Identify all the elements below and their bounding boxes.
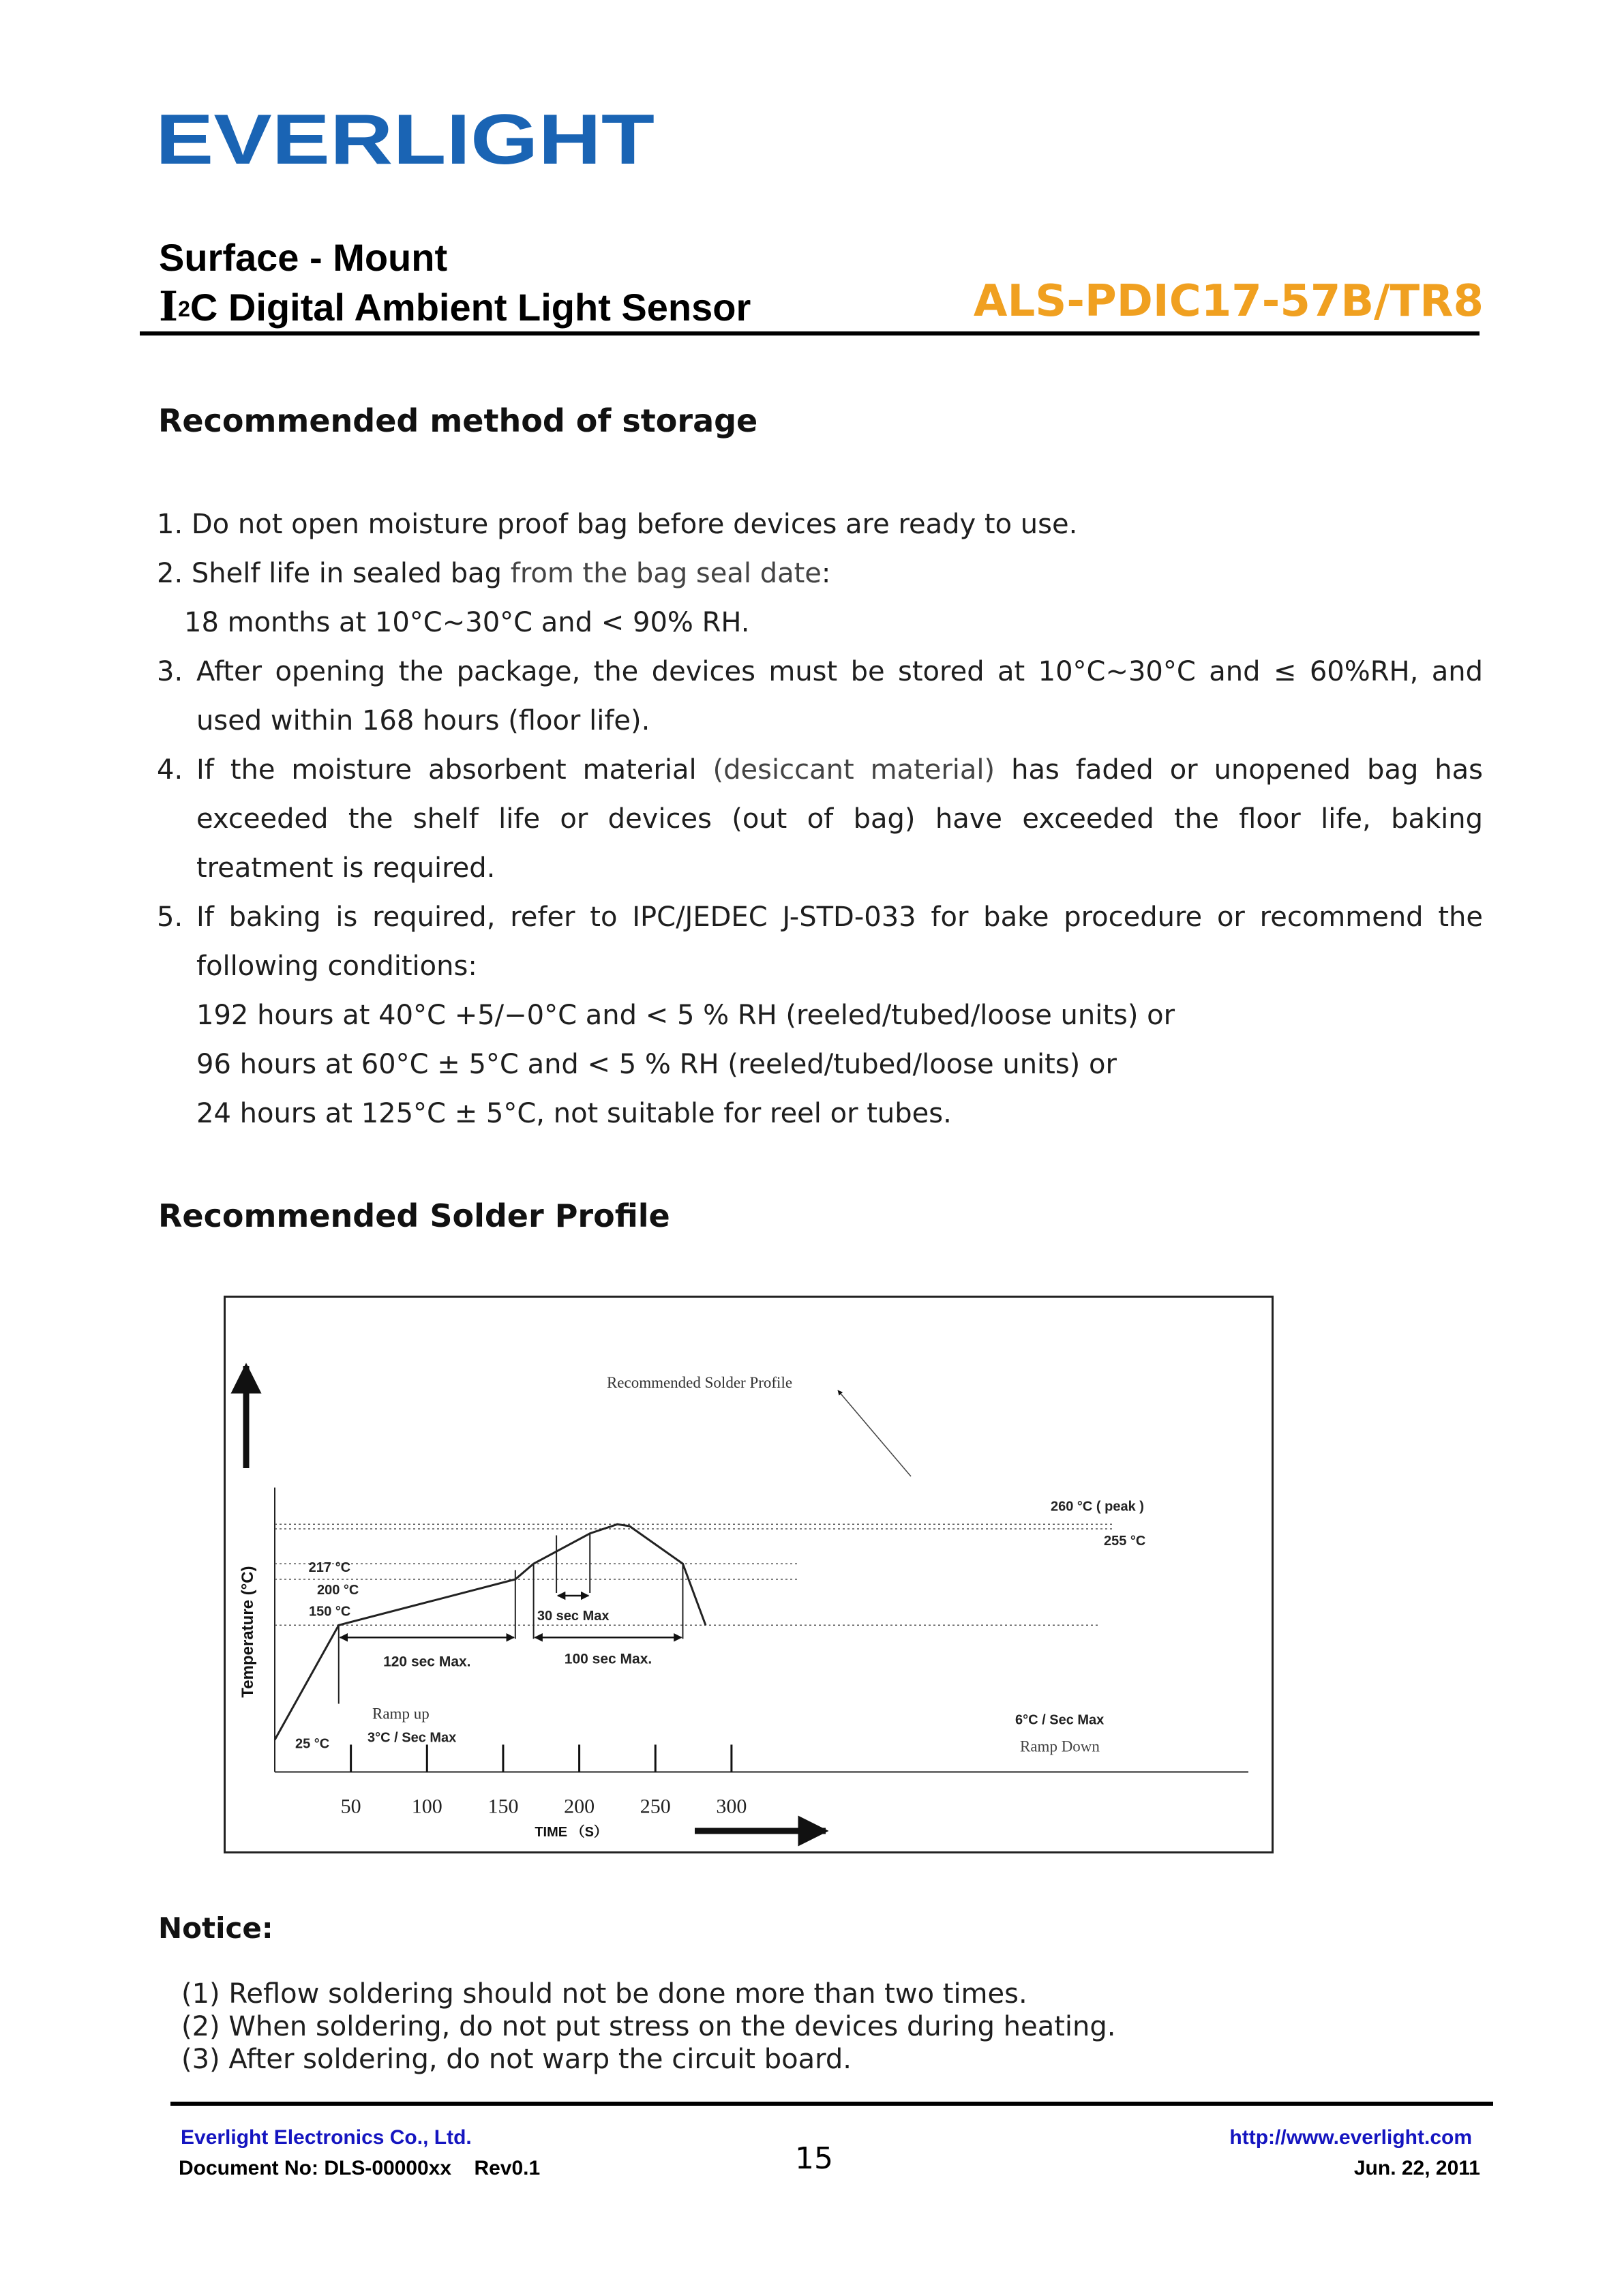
- peak-time-label: 30 sec Max: [537, 1609, 610, 1624]
- preheat-time-label: 120 sec Max.: [383, 1654, 471, 1670]
- storage-heading: Recommended method of storage: [158, 402, 758, 439]
- storage-item-3-line2: used within 168 hours (floor life).: [196, 705, 650, 736]
- footer-document-number: Document No: DLS-00000xx Rev0.1: [179, 2157, 541, 2179]
- storage-item-1: 1. Do not open moisture proof bag before devices are ready to use.: [157, 509, 1078, 540]
- storage-item-5-line4: 96 hours at 60°C ± 5°C and < 5 % RH (reeled/tubed/loose units) or: [196, 1049, 1117, 1080]
- storage-item-3-line1: [157, 647, 1483, 696]
- everlight-logo: [155, 109, 657, 170]
- storage-item-4-number: 4.: [157, 754, 183, 786]
- storage-item-5-line3: 192 hours at 40°C +5/−0°C and < 5 % RH (reeled/tubed/loose units) or: [196, 1000, 1175, 1031]
- notice-item-3: (3) After soldering, do not warp the circuit board.: [181, 2044, 852, 2075]
- storage-item-5-text: If baking is required, refer to IPC/JEDEC J-STD-033 for bake procedure or recommend the: [196, 901, 1483, 933]
- title-i-letter: I: [159, 283, 179, 331]
- solder-profile-line: [275, 1524, 706, 1740]
- notice-heading: Notice:: [158, 1911, 273, 1945]
- temperature-label: 200 °C: [317, 1583, 359, 1598]
- notice-item-2: (2) When soldering, do not put stress on the devices during heating.: [181, 2011, 1116, 2042]
- x-tick-label: 150: [487, 1795, 519, 1818]
- solder-profile-chart: [226, 1298, 1272, 1851]
- storage-item-5-line5: 24 hours at 125°C ± 5°C, not suitable for reel or tubes.: [196, 1098, 952, 1129]
- header-divider: [140, 331, 1480, 336]
- title-superscript: 2: [178, 297, 190, 321]
- x-tick-label: 100: [411, 1795, 442, 1818]
- x-tick-label: 300: [716, 1795, 747, 1818]
- storage-item-2-detail: 18 months at 10°C~30°C and < 90% RH.: [184, 607, 750, 638]
- logo-text: EVERLIGHT: [155, 109, 655, 170]
- solder-profile-figure: [224, 1296, 1274, 1853]
- temperature-label: 217 °C: [308, 1560, 351, 1576]
- notice-list: [181, 1978, 1115, 2076]
- notice-item-1: (1) Reflow soldering should not be done more than two times.: [181, 1978, 1027, 2010]
- chart-title-leader: [838, 1390, 911, 1476]
- storage-item-4-line3: treatment is required.: [196, 852, 496, 884]
- y-axis-label: Temperature (°C): [239, 1566, 257, 1698]
- x-axis-label: TIME （S）: [535, 1825, 607, 1840]
- part-number: ALS-PDIC17-57B/TR8: [973, 276, 1484, 327]
- solder-heading: Recommended Solder Profile: [158, 1197, 670, 1234]
- storage-item-4-text-a: If the moisture absorbent material: [196, 754, 713, 786]
- temperature-label: 150 °C: [309, 1604, 351, 1620]
- title-rest: C Digital Ambient Light Sensor: [190, 286, 751, 329]
- storage-item-5-line1: [157, 893, 1483, 942]
- footer-page-number: 15: [795, 2141, 833, 2176]
- above-217-time-label: 100 sec Max.: [564, 1651, 652, 1667]
- ramp-up-rate-label: 3°C / Sec Max: [367, 1730, 457, 1746]
- temperature-label: 255 °C: [1104, 1534, 1146, 1549]
- x-tick-label: 50: [340, 1795, 361, 1818]
- storage-item-5-number: 5.: [157, 901, 183, 933]
- storage-item-2: [157, 549, 1483, 598]
- storage-item-4-line2: exceeded the shelf life or devices (out of bag) have exceeded the floor life, baking: [196, 803, 1483, 835]
- x-tick-label: 200: [564, 1795, 595, 1818]
- ramp-down-rate-label: 6°C / Sec Max: [1015, 1712, 1105, 1728]
- x-tick-label: 250: [640, 1795, 671, 1818]
- ramp-down-label: Ramp Down: [1020, 1738, 1100, 1755]
- ramp-up-label: Ramp up: [372, 1705, 430, 1723]
- storage-item-2-prefix: 2. Shelf life in sealed bag: [157, 558, 511, 589]
- footer-company: Everlight Electronics Co., Ltd.: [181, 2126, 472, 2149]
- storage-item-4-text-c: has faded or unopened bag has: [995, 754, 1483, 786]
- footer-divider: [170, 2102, 1493, 2106]
- storage-item-3-text: After opening the package, the devices must be stored at 10°C~30°C and ≤ 60%RH, and: [196, 656, 1483, 687]
- storage-item-5-line2: following conditions:: [196, 951, 477, 982]
- storage-item-4-text-b: (desiccant material): [712, 754, 995, 786]
- chart-title: Recommended Solder Profile: [606, 1374, 793, 1391]
- temperature-label: 25 °C: [295, 1736, 330, 1752]
- storage-item-2-suffix: :: [821, 558, 831, 589]
- storage-item-3-number: 3.: [157, 656, 183, 687]
- storage-item-2-highlight: from the bag seal date: [510, 558, 822, 589]
- temperature-label: 260 °C ( peak ): [1051, 1499, 1144, 1515]
- footer-date: Jun. 22, 2011: [1353, 2157, 1480, 2179]
- document-title-line2: [159, 283, 751, 331]
- storage-item-4-line1: [157, 745, 1483, 794]
- document-title-line1: Surface - Mount: [159, 236, 448, 279]
- storage-list: [157, 500, 1483, 1138]
- footer-url: http://www.everlight.com: [1229, 2126, 1472, 2149]
